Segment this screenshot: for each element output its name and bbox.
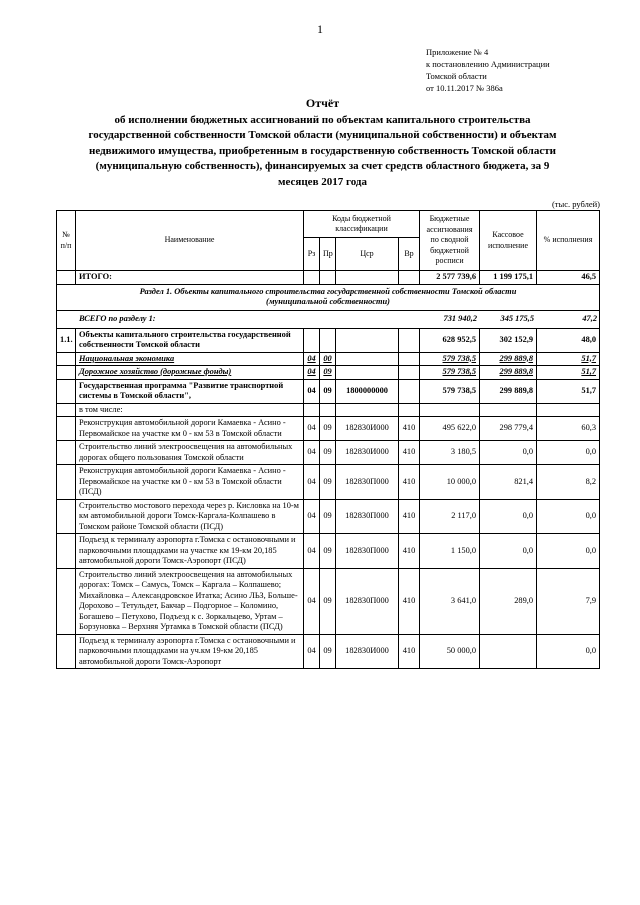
table-row — [57, 465, 600, 500]
table-row — [57, 441, 600, 465]
appendix-line: к постановлению Администрации — [426, 59, 550, 69]
item-percent: 0,0 — [537, 441, 600, 465]
table-row — [57, 568, 600, 634]
item-csr: 182830П000 — [336, 499, 399, 534]
item-executed: 289,0 — [480, 568, 537, 634]
header-num: № п/п — [57, 211, 76, 271]
table-row — [57, 534, 600, 569]
item-vr: 410 — [399, 634, 420, 669]
total-row — [57, 271, 600, 285]
item-assigned: 2 117,0 — [420, 499, 480, 534]
item-rz: 04 — [304, 568, 320, 634]
economy-row — [57, 352, 600, 366]
table-row — [57, 499, 600, 534]
title-line: об исполнении бюджетных ассигнований по объектам капитального строительства — [114, 113, 531, 126]
roads-label: Дорожное хозяйство (дорожные фонды) — [76, 366, 304, 380]
item-executed: 298 779,4 — [480, 417, 537, 441]
item-assigned: 50 000,0 — [420, 634, 480, 669]
roads-row — [57, 366, 600, 380]
item-vr: 410 — [399, 441, 420, 465]
economy-pr: 00 — [320, 352, 336, 366]
item-executed: 0,0 — [480, 499, 537, 534]
section-total-assigned: 731 940,2 — [443, 313, 477, 323]
report-title — [55, 96, 590, 190]
roads-executed: 299 889,8 — [480, 366, 537, 380]
item-name: Строительство линий электроосвещения на автомобильных дорогах: Томск – Самусь, Томск – Каргала – Колпашево; Михайловка – Александровское Итатка; Асино ЛЬЗ, Больше-Дорохово – Тетульдет, Бакчар – Подгорное – Коломино, Богашево – Петухово, Подъезд к с. Зоркальцево, Уртам – Борзуновка – Верхняя Уртамка в Томской области (ПСД) — [76, 568, 304, 634]
item-assigned: 1 150,0 — [420, 534, 480, 569]
item-percent: 0,0 — [537, 634, 600, 669]
item-csr: 182830П000 — [336, 534, 399, 569]
item-csr: 182830И000 — [336, 634, 399, 669]
item-pr: 09 — [320, 417, 336, 441]
title-line: государственной собственности Томской области (муниципальной собственности) и объектам — [88, 129, 557, 141]
group-num: 1.1. — [57, 328, 76, 352]
header-executed: Кассовое исполнение — [480, 211, 537, 271]
report-table — [56, 210, 600, 669]
item-name: Подъезд к терминалу аэропорта г.Томска с остановочными и парковочными площадками на уч.км 19-км 20,185 автомобильной дороги Томск-Аэропорт — [76, 634, 304, 669]
section-title — [57, 284, 600, 310]
program-row — [57, 379, 600, 403]
header-csr: Цср — [336, 238, 399, 271]
item-assigned: 10 000,0 — [420, 465, 480, 500]
item-csr: 182830П000 — [336, 568, 399, 634]
section-line: Раздел 1. Объекты капитального строительства государственной собственности Томской области — [139, 286, 517, 296]
including-label: в том числе: — [76, 403, 304, 417]
header-vr: Вр — [399, 238, 420, 271]
item-percent: 0,0 — [537, 499, 600, 534]
header-rz: Рз — [304, 238, 320, 271]
economy-assigned: 579 738,5 — [420, 352, 480, 366]
economy-percent: 51,7 — [537, 352, 600, 366]
item-csr: 182830П000 — [336, 465, 399, 500]
roads-percent: 51,7 — [537, 366, 600, 380]
item-assigned: 3 641,0 — [420, 568, 480, 634]
item-percent: 7,9 — [537, 568, 600, 634]
item-csr: 182830И000 — [336, 441, 399, 465]
total-assigned: 2 577 739,6 — [420, 271, 480, 285]
item-pr: 09 — [320, 465, 336, 500]
title-line: недвижимого имущества, приобретенным в государственную собственность Томской области — [89, 144, 556, 157]
section-row — [57, 284, 600, 310]
item-rz: 04 — [304, 534, 320, 569]
economy-executed: 299 889,8 — [480, 352, 537, 366]
table-row — [57, 417, 600, 441]
item-executed — [480, 634, 537, 669]
item-name: Подъезд к терминалу аэропорта г.Томска с остановочными и парковочными площадками на участке км 19-км 20,185 автомобильной дороги Томск-Аэропорт (ПСД) — [76, 534, 304, 569]
item-vr: 410 — [399, 534, 420, 569]
item-rz: 04 — [304, 499, 320, 534]
table-row — [57, 634, 600, 669]
program-executed: 299 889,8 — [480, 379, 537, 403]
item-vr: 410 — [399, 417, 420, 441]
section-total-label: ВСЕГО по разделу 1: — [79, 313, 156, 323]
page-number: 1 — [317, 22, 323, 36]
group-assigned: 628 952,5 — [420, 328, 480, 352]
title-line: (муниципальную собственность), финансируемых за счет средств областного бюджета, за 9 — [95, 160, 550, 172]
item-executed: 0,0 — [480, 441, 537, 465]
item-pr: 09 — [320, 499, 336, 534]
item-percent: 0,0 — [537, 534, 600, 569]
item-assigned: 3 180,5 — [420, 441, 480, 465]
item-name: Строительство мостового перехода через р. Кисловка на 10-м км автомобильной дороги Томск-Каргала-Колпашево в Томском районе Томской области (ПСД) — [76, 499, 304, 534]
section-total-percent: 47,2 — [582, 313, 597, 323]
roads-pr: 09 — [320, 366, 336, 380]
title-head: Отчёт — [305, 96, 340, 110]
total-executed: 1 199 175,1 — [480, 271, 537, 285]
item-name: Реконструкция автомобильной дороги Камаевка - Асино - Первомайское на участке км 0 - км 53 в Томской области (ПСД) — [76, 465, 304, 500]
appendix-line: Приложение № 4 — [426, 47, 489, 57]
units-note: (тыс. рублей) — [551, 199, 600, 209]
header-codes: Коды бюджетной классификации — [304, 211, 420, 238]
item-vr: 410 — [399, 568, 420, 634]
item-rz: 04 — [304, 465, 320, 500]
appendix-line: от 10.11.2017 № 386а — [426, 83, 503, 93]
program-rz: 04 — [304, 379, 320, 403]
item-executed: 821,4 — [480, 465, 537, 500]
item-name: Реконструкция автомобильной дороги Камаевка - Асино - Первомайское на участке км 0 - км 53 в Томской области — [76, 417, 304, 441]
program-pr: 09 — [320, 379, 336, 403]
roads-assigned: 579 738,5 — [420, 366, 480, 380]
item-executed: 0,0 — [480, 534, 537, 569]
header-percent: % исполнения — [537, 211, 600, 271]
appendix-note — [426, 46, 550, 94]
header-name: Наименование — [76, 211, 304, 271]
roads-rz: 04 — [304, 366, 320, 380]
item-name: Строительство линий электроосвещения на автомобильных дорогах общего пользования Томской области — [76, 441, 304, 465]
program-assigned: 579 738,5 — [420, 379, 480, 403]
item-csr: 182830И000 — [336, 417, 399, 441]
title-line: месяцев 2017 года — [278, 175, 367, 188]
section-total-inner — [57, 313, 600, 326]
header-pr: Пр — [320, 238, 336, 271]
item-pr: 09 — [320, 634, 336, 669]
item-pr: 09 — [320, 441, 336, 465]
item-vr: 410 — [399, 465, 420, 500]
item-percent: 8,2 — [537, 465, 600, 500]
section-line: (муниципальной собственности) — [266, 297, 390, 306]
total-label: ИТОГО: — [76, 271, 304, 285]
item-vr: 410 — [399, 499, 420, 534]
economy-rz: 04 — [304, 352, 320, 366]
item-assigned: 495 622,0 — [420, 417, 480, 441]
appendix-line: Томской области — [426, 71, 487, 81]
total-percent: 46,5 — [537, 271, 600, 285]
item-rz: 04 — [304, 634, 320, 669]
group-label: Объекты капитального строительства государственной собственности Томской области — [76, 328, 304, 352]
section-total-row — [57, 310, 600, 328]
group-executed: 302 152,9 — [480, 328, 537, 352]
item-rz: 04 — [304, 417, 320, 441]
economy-label: Национальная экономика — [76, 352, 304, 366]
item-percent: 60,3 — [537, 417, 600, 441]
group-row — [57, 328, 600, 352]
program-percent: 51,7 — [537, 379, 600, 403]
group-percent: 48,0 — [537, 328, 600, 352]
including-row — [57, 403, 600, 417]
item-pr: 09 — [320, 534, 336, 569]
item-pr: 09 — [320, 568, 336, 634]
item-rz: 04 — [304, 441, 320, 465]
program-label: Государственная программа "Развитие транспортной системы в Томской области", — [76, 379, 304, 403]
table-header-row — [57, 211, 600, 238]
program-csr: 1800000000 — [336, 379, 399, 403]
section-total-executed: 345 175,5 — [500, 313, 534, 323]
header-assigned: Бюджетные ассигнования по сводной бюджетной росписи — [420, 211, 480, 271]
